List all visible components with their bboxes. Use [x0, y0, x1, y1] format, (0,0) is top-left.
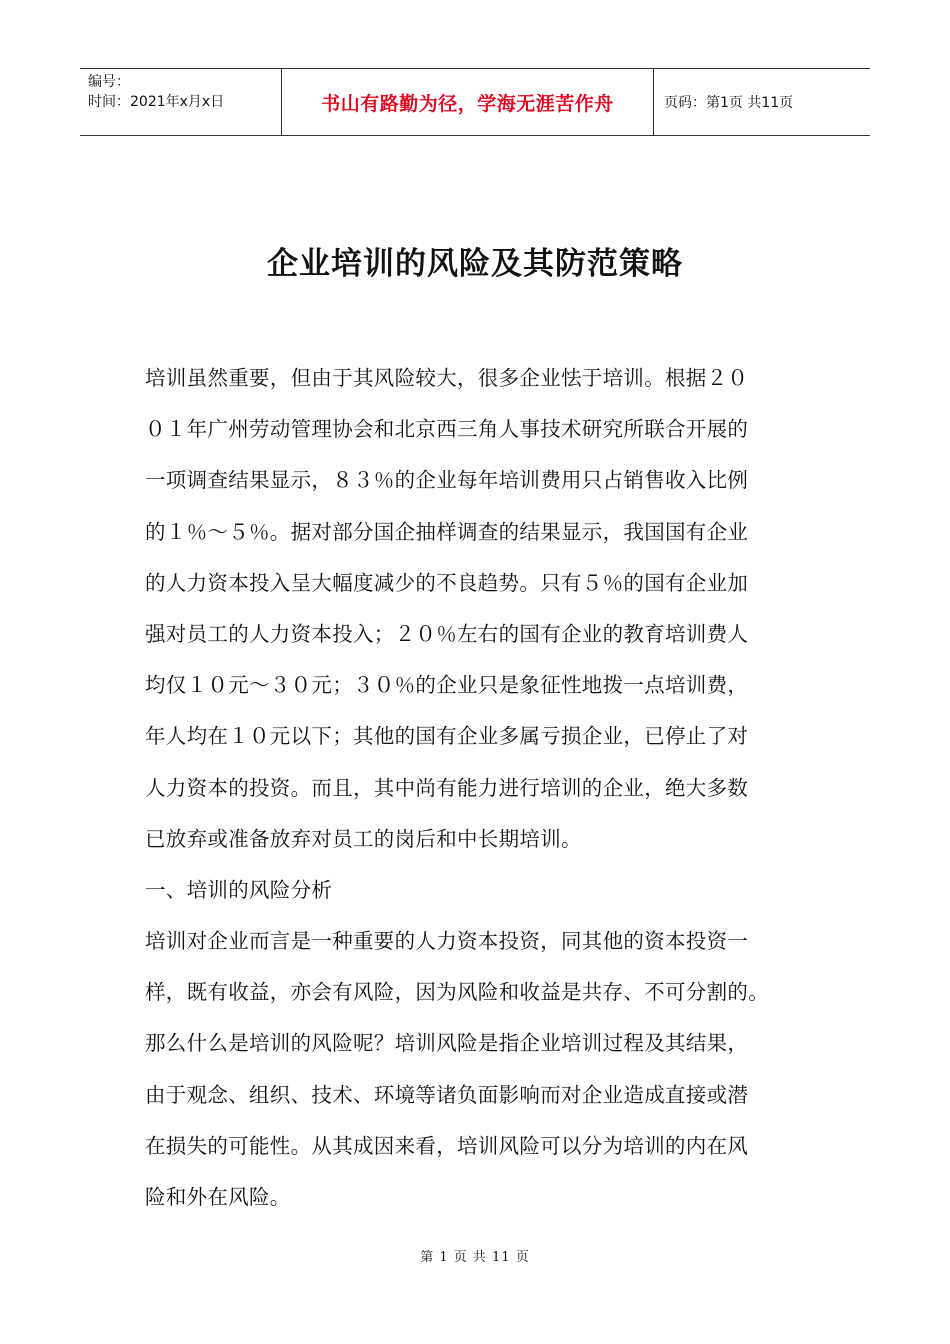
section-heading: 一、培训的风险分析 [145, 877, 333, 902]
body-line: 人力资本的投资。而且，其中尚有能力进行培训的企业，绝大多数 [145, 775, 749, 800]
time-label: 时间：2021年x月x日 [88, 94, 225, 110]
body-line: 的人力资本投入呈大幅度减少的不良趋势。只有５％的国有企业加 [145, 570, 749, 595]
header-page-code-cell [654, 69, 870, 135]
header-page-code: 页码：第1页 共11页 [664, 95, 794, 111]
document-header [80, 68, 870, 136]
body-line: 已放弃或准备放弃对员工的岗后和中长期培训。 [145, 826, 582, 851]
header-meta [80, 69, 282, 135]
header-motto: 书山有路勤为径，学海无涯苦作舟 [321, 92, 614, 115]
body-line: 一项调查结果显示，８３％的企业每年培训费用只占销售收入比例 [145, 468, 749, 493]
body-line: 年人均在１０元以下；其他的国有企业多属亏损企业，已停止了对 [145, 724, 749, 749]
number-label: 编号： [88, 74, 130, 90]
document-body [145, 362, 805, 1232]
page-footer: 第 1 页 共 11 页 [420, 1250, 530, 1265]
body-line: 均仅１０元～３０元；３０％的企业只是象征性地拨一点培训费， [145, 673, 749, 698]
body-line: 培训对企业而言是一种重要的人力资本投资，同其他的资本投资一 [145, 929, 749, 954]
header-motto-cell [282, 69, 654, 135]
body-line: 的１％～５％。据对部分国企抽样调查的结果显示，我国国有企业 [145, 519, 749, 544]
body-line: 由于观念、组织、技术、环境等诸负面影响而对企业造成直接或潜 [145, 1082, 749, 1107]
body-line: 在损失的可能性。从其成因来看，培训风险可以分为培训的内在风 [145, 1133, 749, 1158]
body-line: 险和外在风险。 [145, 1185, 291, 1209]
body-line: 培训虽然重要，但由于其风险较大，很多企业怯于培训。根据２０ [145, 366, 749, 390]
body-line: 强对员工的人力资本投入；２０％左右的国有企业的教育培训费人 [145, 621, 749, 646]
body-line: 样，既有收益，亦会有风险，因为风险和收益是共存、不可分割的。 [145, 980, 769, 1005]
body-line: ０１年广州劳动管理协会和北京西三角人事技术研究所联合开展的 [145, 417, 749, 442]
body-line: 那么什么是培训的风险呢？培训风险是指企业培训过程及其结果， [145, 1031, 749, 1056]
document-title: 企业培训的风险及其防范策略 [267, 246, 683, 282]
